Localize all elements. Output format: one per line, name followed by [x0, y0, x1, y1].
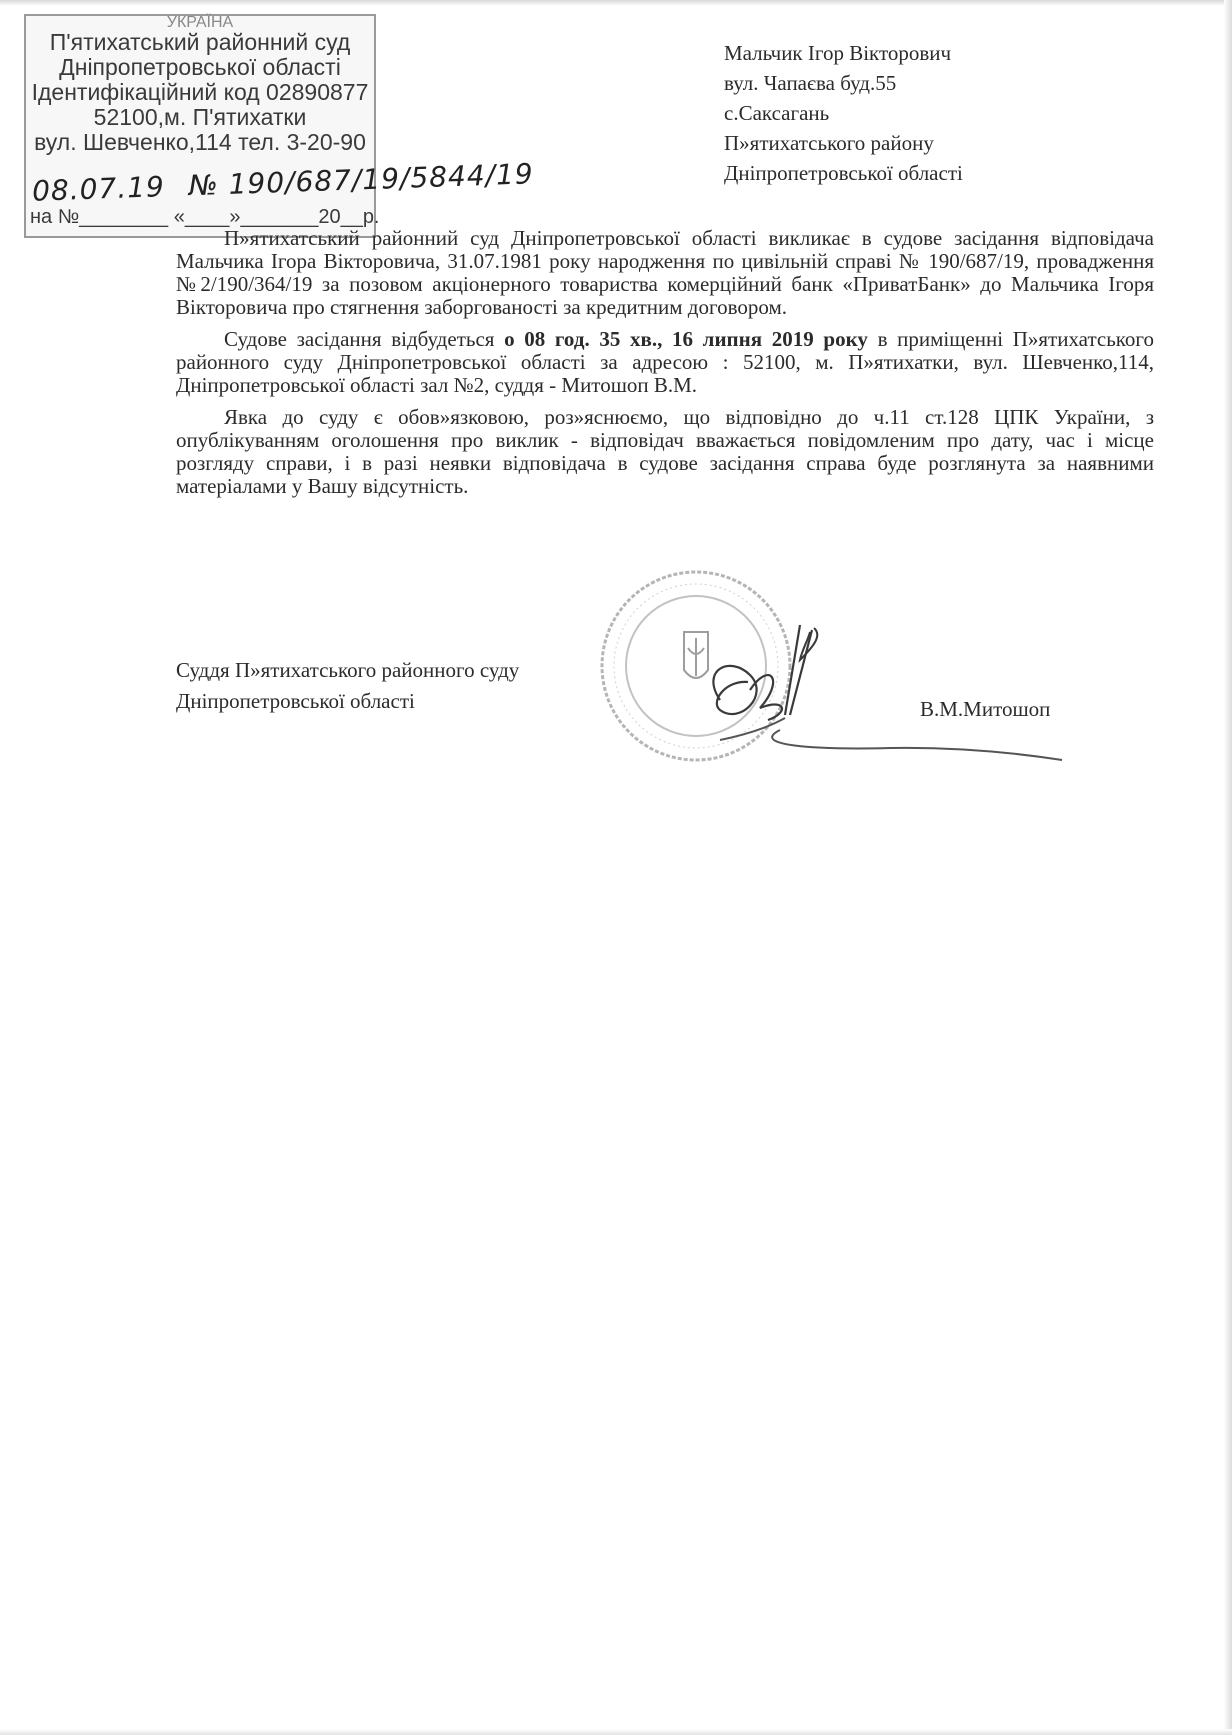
- hearing-location: в приміщенні П»ятихатського районного суду Дніпропетровської області за адресою : 52100, м. П»ятихатки, вул. Шевченко,114, Дніпропетровської області зал №2, суддя - Митошоп В.М.: [176, 327, 1155, 397]
- addressee-name: Мальчик Ігор Вікторович: [724, 41, 952, 65]
- addressee-district: П»ятихатського району: [724, 131, 934, 155]
- stamp-street-phone: вул. Шевченко,114 тел. 3-20-90: [34, 129, 366, 155]
- judge-title-line2: Дніпропетровської області: [176, 689, 415, 713]
- stamp-city: 52100,м. П'ятихатки: [93, 104, 307, 130]
- stamp-id-code: Ідентифікаційний код 02890877: [31, 79, 369, 105]
- addressee-block: [724, 38, 963, 188]
- stamp-reference-row: на №________ «____»_______20__р.: [30, 206, 380, 228]
- registration-stamp: [24, 14, 535, 238]
- stamp-court-name: П'ятихатський районний суд: [49, 29, 351, 55]
- stamp-handwritten-date: 08.07.19: [31, 170, 166, 208]
- paragraph-summons: П»ятихатський районний суд Дніпропетровської області викликає в судове засідання відповідача Мальчика Ігора Вікторовича, 31.07.1981 року народження по цивільній справі № 190/687/19, провадження №2/190/364/19 за позовом акціонерного товариства комерційний банк «ПриватБанк» до Мальчика Ігоря Вікторовича про стягнення заборгованості за кредитним договором.: [176, 226, 1154, 319]
- stamp-handwritten-entry: [32, 157, 535, 207]
- stamp-number-sign: №: [188, 168, 220, 203]
- hearing-datetime: о 08 год. 35 хв., 16 липня 2019 року: [504, 327, 868, 351]
- notice-body: [176, 227, 1154, 507]
- scan-shadow-right: [1224, 0, 1232, 1735]
- judge-title-line1: Суддя П»ятихатського районного суду: [176, 658, 520, 682]
- stamp-country: УКРАЇНА: [166, 14, 234, 31]
- judge-signature: [690, 620, 1070, 770]
- addressee-village: с.Саксагань: [724, 101, 830, 125]
- stamp-handwritten-number: 190/687/19/5844/19: [228, 157, 535, 201]
- addressee-street: вул. Чапаєва буд.55: [724, 71, 897, 95]
- judge-title-block: [176, 655, 519, 717]
- paragraph-hearing: [176, 328, 1154, 397]
- hearing-intro: Судове засідання відбудеться: [224, 327, 505, 351]
- stamp-region: Дніпропетровської області: [59, 54, 341, 80]
- addressee-region: Дніпропетровської області: [724, 161, 963, 185]
- judge-name: В.М.Митошоп: [920, 697, 1051, 721]
- paragraph-attendance: Явка до суду є обов»язковою, роз»яснюємо, що відповідно до ч.11 ст.128 ЦПК України, з опублікуванням оголошення про виклик - відповідач вважається повідомленим про дату, час і місце розгляду справи, і в разі неявки відповідача в судове засідання справа буде розглянута за наявними матеріалами у Вашу відсутність.: [176, 405, 1154, 498]
- scan-shadow-top: [0, 0, 1232, 6]
- scan-shadow-bottom: [0, 1729, 1232, 1735]
